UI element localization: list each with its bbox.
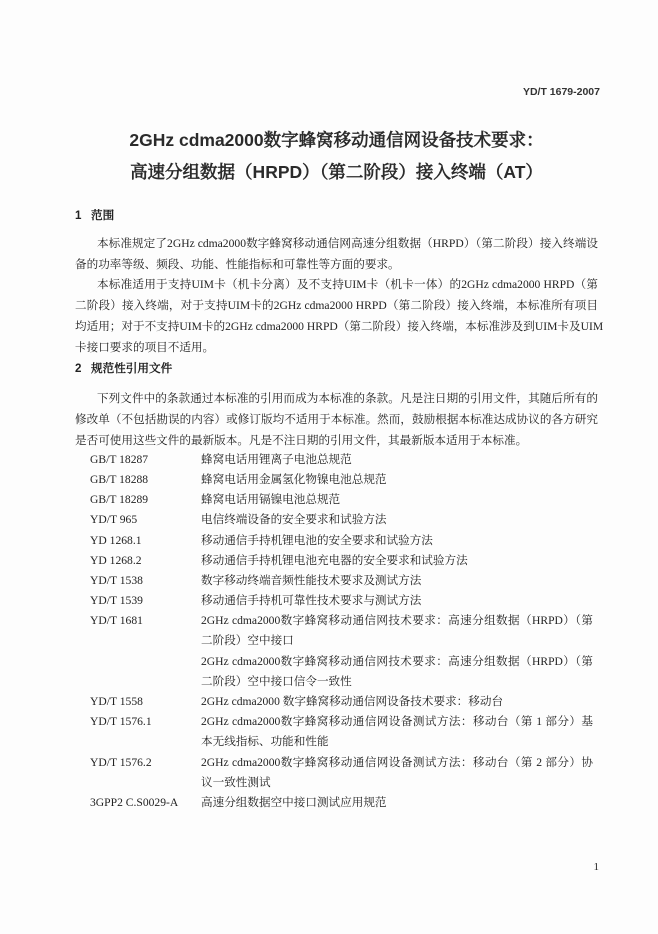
reference-code: YD/T 1558 bbox=[90, 695, 143, 709]
reference-title-line: 2GHz cdma2000 数字蜂窝移动通信网设备技术要求：移动台 bbox=[201, 695, 504, 709]
reference-code: YD/T 1681 bbox=[90, 614, 143, 628]
reference-title-line: 2GHz cdma2000数字蜂窝移动通信网设备测试方法：移动台（第 2 部分）协 bbox=[201, 755, 593, 769]
reference-entry bbox=[0, 571, 658, 591]
reference-code: YD/T 965 bbox=[90, 513, 138, 527]
reference-title-line: 移动通信手持机锂电池的安全要求和试验方法 bbox=[201, 533, 433, 547]
reference-title bbox=[201, 753, 593, 793]
paragraph-line: 备的功率等级、频段、功能、性能指标和可靠性等方面的要求。 bbox=[75, 257, 400, 271]
paragraph-line: 均适用；对于不支持UIM卡的2GHz cdma2000 HRPD（第二阶段）接入终端，本标准涉及到UIM卡及UIM bbox=[75, 319, 604, 333]
section-number: 2 bbox=[75, 362, 82, 375]
reference-code: YD/T 1576.2 bbox=[90, 755, 152, 769]
document-title-line-2: 高速分组数据（HRPD）（第二阶段）接入终端（AT） bbox=[130, 162, 543, 182]
reference-entry bbox=[0, 510, 658, 530]
reference-code: GB/T 18287 bbox=[90, 452, 149, 466]
reference-title bbox=[201, 510, 593, 530]
reference-title-line: 高速分组数据空中接口测试应用规范 bbox=[201, 795, 387, 809]
reference-code: GB/T 18288 bbox=[90, 472, 149, 486]
reference-title bbox=[201, 611, 593, 692]
page-number: 1 bbox=[593, 861, 599, 873]
reference-title bbox=[201, 712, 593, 752]
reference-code: YD 1268.1 bbox=[90, 533, 142, 547]
document-title-line-1: 2GHz cdma2000数字蜂窝移动通信网设备技术要求： bbox=[129, 130, 544, 150]
normative-references-list bbox=[0, 450, 658, 813]
paragraph-line: 本标准适用于支持UIM卡（机卡分离）及不支持UIM卡（机卡一体）的2GHz cdma2000 HRPD（第 bbox=[97, 277, 598, 291]
reference-entry bbox=[0, 450, 658, 470]
reference-entry bbox=[0, 470, 658, 490]
section-2-intro-paragraph bbox=[75, 388, 598, 451]
reference-title bbox=[201, 793, 593, 813]
reference-title-line: 移动通信手持机可靠性技术要求与测试方法 bbox=[201, 594, 422, 608]
paragraph-line: 修改单（不包括勘误的内容）或修订版均不适用于本标准。然而，鼓励根据本标准达成协议的各方研究 bbox=[75, 412, 598, 426]
reference-title-line: 移动通信手持机锂电池充电器的安全要求和试验方法 bbox=[201, 553, 468, 567]
section-1-heading bbox=[75, 208, 114, 224]
reference-title-line: 蜂窝电话用镉镍电池总规范 bbox=[201, 493, 341, 507]
reference-entry bbox=[0, 591, 658, 611]
reference-title bbox=[201, 551, 593, 571]
paragraph-line: 是否可使用这些文件的最新版本。凡是不注日期的引用文件，其最新版本适用于本标准。 bbox=[75, 433, 528, 447]
section-number: 1 bbox=[75, 209, 82, 222]
reference-title-line: 二阶段）空中接口 bbox=[201, 634, 294, 648]
reference-entry bbox=[0, 551, 658, 571]
paragraph-line: 本标准规定了2GHz cdma2000数字蜂窝移动通信网高速分组数据（HRPD）（第二阶段）接入终端设 bbox=[97, 236, 598, 250]
document-number: YD/T 1679-2007 bbox=[522, 86, 600, 98]
reference-title-line: 2GHz cdma2000数字蜂窝移动通信网技术要求：高速分组数据（HRPD）（第 bbox=[201, 614, 593, 628]
reference-title-line: 蜂窝电话用金属氢化物镍电池总规范 bbox=[201, 472, 387, 486]
paragraph-line: 二阶段）接入终端，对于支持UIM卡的2GHz cdma2000 HRPD（第二阶段）接入终端，本标准所有项目 bbox=[75, 298, 598, 312]
reference-entry bbox=[0, 712, 658, 752]
reference-code: 3GPP2 C.S0029-A bbox=[90, 795, 179, 809]
reference-title-line: 2GHz cdma2000数字蜂窝移动通信网设备测试方法：移动台（第 1 部分）基 bbox=[201, 715, 593, 729]
reference-entry bbox=[0, 531, 658, 551]
reference-title bbox=[201, 470, 593, 490]
reference-title bbox=[201, 591, 593, 611]
reference-entry bbox=[0, 692, 658, 712]
reference-title bbox=[201, 692, 593, 712]
reference-title bbox=[201, 531, 593, 551]
section-title: 范围 bbox=[91, 209, 115, 222]
section-title: 规范性引用文件 bbox=[91, 362, 173, 375]
section-2-heading bbox=[75, 361, 172, 377]
reference-title-line: 蜂窝电话用锂离子电池总规范 bbox=[201, 452, 352, 466]
reference-title bbox=[201, 490, 593, 510]
reference-entry bbox=[0, 793, 658, 813]
reference-code: YD/T 1538 bbox=[90, 573, 143, 587]
section-1-paragraph-2 bbox=[75, 274, 604, 358]
paragraph-line: 下列文件中的条款通过本标准的引用而成为本标准的条款。凡是注日期的引用文件，其随后所有的 bbox=[97, 391, 598, 405]
reference-title bbox=[201, 571, 593, 591]
reference-title-line: 二阶段）空中接口信令一致性 bbox=[201, 674, 352, 688]
reference-code: YD 1268.2 bbox=[90, 553, 142, 567]
reference-title-line: 数字移动终端音频性能技术要求及测试方法 bbox=[201, 573, 422, 587]
reference-title bbox=[201, 450, 593, 470]
reference-entry bbox=[0, 611, 658, 692]
reference-title-line: 本无线指标、功能和性能 bbox=[201, 735, 329, 749]
reference-title-line: 2GHz cdma2000数字蜂窝移动通信网技术要求：高速分组数据（HRPD）（第 bbox=[201, 654, 593, 668]
reference-code: GB/T 18289 bbox=[90, 493, 149, 507]
reference-code: YD/T 1576.1 bbox=[90, 715, 152, 729]
reference-entry bbox=[0, 753, 658, 793]
reference-title-line: 议一致性测试 bbox=[201, 775, 271, 789]
reference-code: YD/T 1539 bbox=[90, 594, 143, 608]
reference-entry bbox=[0, 490, 658, 510]
section-1-paragraph-1 bbox=[75, 233, 598, 275]
paragraph-line: 卡接口要求的项目不适用。 bbox=[75, 340, 215, 354]
reference-title-line: 电信终端设备的安全要求和试验方法 bbox=[201, 513, 387, 527]
